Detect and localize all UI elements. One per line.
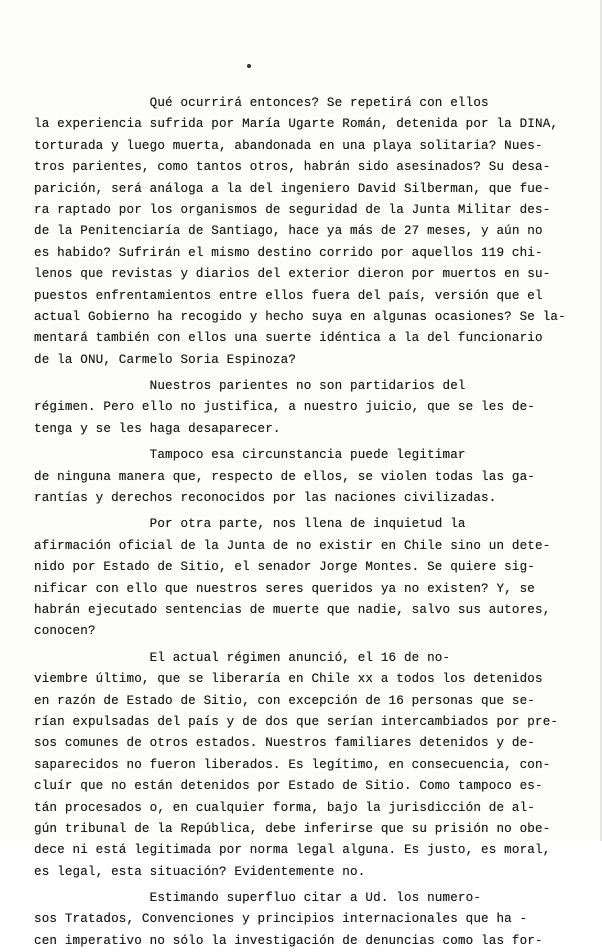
paragraph: [34, 648, 574, 883]
text-line: torturada y luego muerta, abandonada en una playa solitaria? Nues-: [34, 138, 543, 153]
paragraph: [34, 445, 574, 509]
text-line: parición, será análoga a la del ingeniero David Silberman, que fue-: [34, 181, 551, 196]
text-line: Nuestros parientes no son partidarios del: [34, 379, 466, 394]
text-line: mentará también con ellos una suerte idéntica a la del funcionario: [34, 331, 543, 346]
text-line: es legal, esta situación? Evidentemente no.: [34, 864, 366, 879]
text-line: Estimando superfluo citar a Ud. los numero-: [34, 891, 482, 906]
paragraph: [34, 514, 574, 642]
text-line: lenos que revistas y diarios del exterior dieron por muertos en su-: [34, 267, 551, 282]
text-line: nido por Estado de Sitio, el senador Jorge Montes. Se quiere sig-: [34, 560, 535, 575]
paragraph: [34, 376, 574, 440]
text-line: de la ONU, Carmelo Soria Espinoza?: [34, 352, 297, 367]
text-line: tros parientes, como tantos otros, habrán sido asesinados? Su desa-: [34, 160, 551, 175]
text-line: nificar con ello que nuestros seres queridos ya no existen? Y, se: [34, 581, 535, 596]
paragraph: [34, 93, 574, 371]
letter-body: [34, 93, 574, 952]
text-line: ra raptado por los organismos de seguridad de la Junta Militar des-: [34, 202, 551, 217]
text-line: saparecidos no fueron liberados. Es legítimo, en consecuencia, con-: [34, 757, 551, 772]
text-line: dece ni está legitimada por norma legal alguna. Es justo, es moral,: [34, 843, 551, 858]
text-line: actual Gobierno ha recogido y hecho suya en algunas ocasiones? Se la-: [34, 309, 566, 324]
page-dot-mark: [247, 64, 251, 68]
text-line: Tampoco esa circunstancia puede legitimar: [34, 448, 466, 463]
text-line: afirmación oficial de la Junta de no existir en Chile sino un dete-: [34, 538, 551, 553]
text-line: en razón de Estado de Sitio, con excepción de 16 personas que se-: [34, 693, 535, 708]
text-line: régimen. Pero ello no justifica, a nuestro juicio, que se les de-: [34, 400, 535, 415]
text-line: rían expulsadas del país y de dos que serían intercambiados por pre-: [34, 714, 559, 729]
text-line: sos comunes de otros estados. Nuestros familiares detenidos y de-: [34, 736, 535, 751]
text-line: Por otra parte, nos llena de inquietud la: [34, 517, 466, 532]
text-line: El actual régimen anunció, el 16 de no-: [34, 650, 451, 665]
text-line: conocen?: [34, 624, 96, 639]
text-line: gún tribunal de la República, debe inferirse que su prisión no obe-: [34, 821, 551, 836]
text-line: la experiencia sufrida por María Ugarte Román, detenida por la DINA,: [34, 117, 559, 132]
text-line: tenga y se les haga desaparecer.: [34, 421, 281, 436]
text-line: habrán ejecutado sentencias de muerte que nadie, salvo sus autores,: [34, 602, 551, 617]
text-line: sos Tratados, Convenciones y principios internacionales que ha -: [34, 912, 528, 927]
text-line: cen imperativo no sólo la investigación de denuncias como las for-: [34, 933, 543, 948]
text-line: es habido? Sufrirán el mismo destino corrido por aquellos 119 chi-: [34, 245, 543, 260]
text-line: Qué ocurrirá entonces? Se repetirá con ellos: [34, 96, 489, 110]
text-line: cluír que no están detenidos por Estado de Sitio. Como tampoco es-: [34, 779, 543, 794]
text-line: viembre último, que se liberaría en Chile xx a todos los detenidos: [34, 672, 543, 687]
paragraph: [34, 888, 574, 952]
text-line: de la Penitenciaría de Santiago, hace ya más de 27 meses, y aún no: [34, 224, 543, 239]
text-line: tán procesados o, en cualquier forma, bajo la jurisdicción de al-: [34, 800, 535, 815]
text-line: puestos enfrentamientos entre ellos fuera del país, versión que el: [34, 288, 543, 303]
text-line: de ninguna manera que, respecto de ellos, se violen todas las ga-: [34, 469, 535, 484]
text-line: rantías y derechos reconocidos por las naciones civilizadas.: [34, 491, 497, 506]
